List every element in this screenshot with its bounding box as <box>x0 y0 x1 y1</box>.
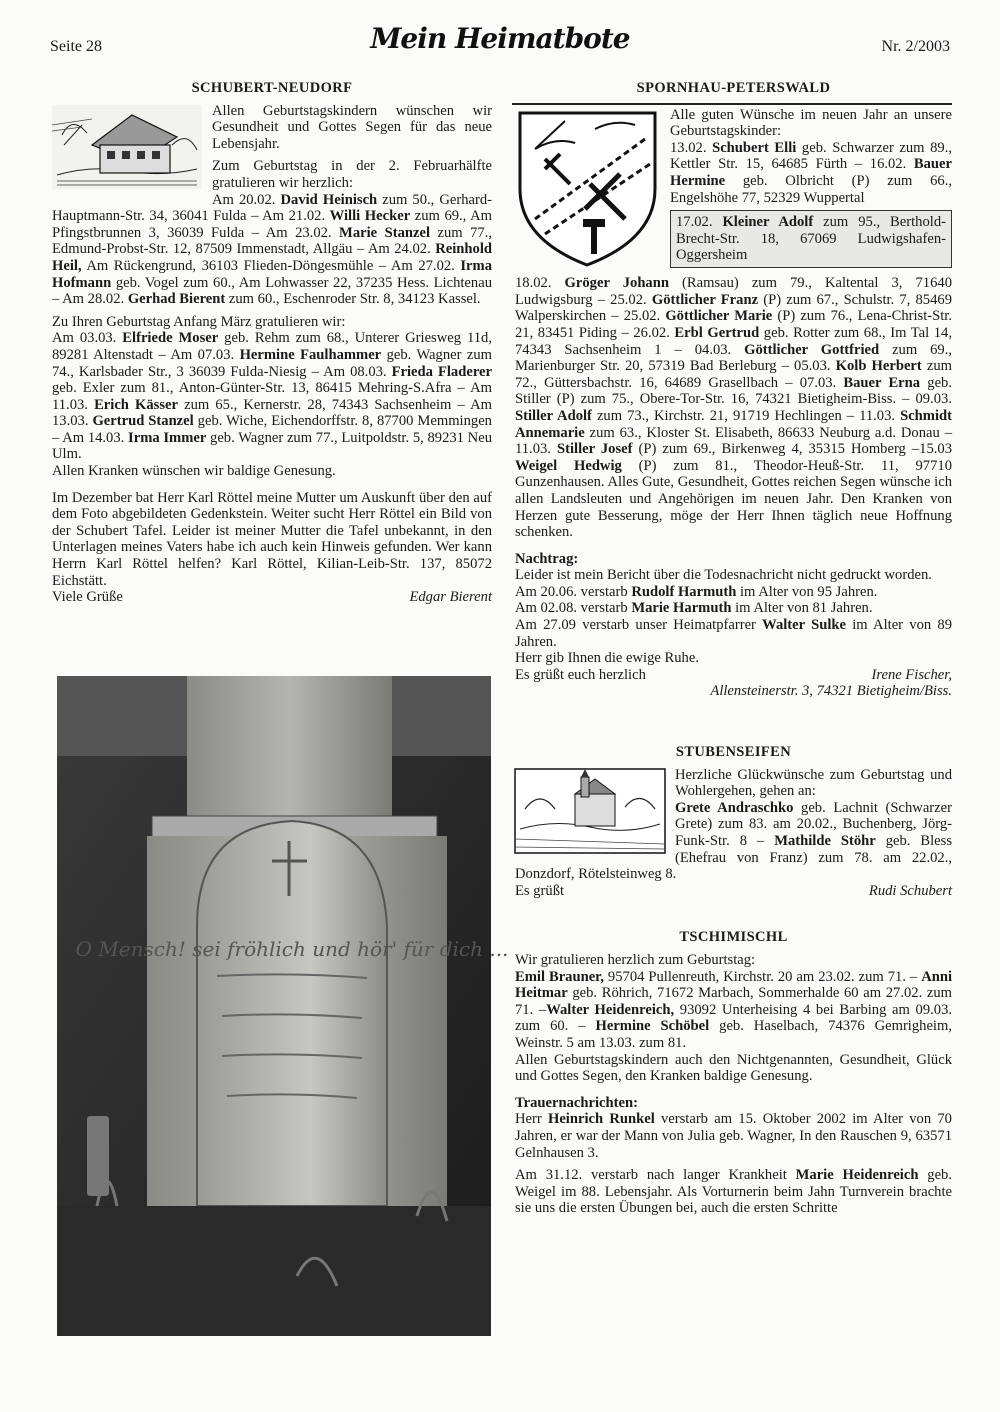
text-run: geb. Lachnit (Schwarzer Grete) zum 83. am 20.02., Buchenberg, Jörg-Funk-Str. 8 – <box>675 799 952 849</box>
person-name: Kolb Herbert <box>835 358 922 375</box>
text-run: (P) zum 69., Birkenweg 4, 35315 Homberg –15.03 <box>632 441 953 458</box>
para-sick-wishes: Allen Kranken wünschen wir baldige Genesung. <box>52 463 336 480</box>
person-name: Erich Kässer <box>94 396 178 413</box>
person-name: Marie Harmuth <box>631 600 732 617</box>
person-name: Gertrud Stanzel <box>92 413 194 430</box>
para-tschimischl-2: Allen Geburtstagskindern auch den Nichtgenannten, Gesundheit, Glück und Gottes Segen, den Kranken baldige Genesung. <box>515 1051 952 1085</box>
person-name: Erbl Gertrud <box>674 324 760 341</box>
text-run: (P) zum 81., Theodor-Heuß-Str. 11, 97710 Gunzenhausen. Alles Gute, Gesundheit, Gottes reichen Segen wünsche ich allen Landsleuten und Angehörigen im neuen Jahr. Den Kranken von Herzen gute Besserung, möge der Herr Ihnen täglich neue Hoffnung schenken. <box>515 457 952 541</box>
page-number: Seite 28 <box>50 38 102 55</box>
person-name: Stiller Josef <box>556 441 633 458</box>
highlighted-birthday-box <box>670 210 952 268</box>
section-title-stubenseifen: STUBENSEIFEN <box>675 744 792 761</box>
person-name: Gerhad Bierent <box>127 291 226 308</box>
masthead-text: Mein Heimatbote <box>370 22 630 55</box>
person-name: Irma Immer <box>128 429 207 446</box>
text-run: 95704 Pullenreuth, Kirchstr. 20 am 23.02. zum 71. – <box>603 968 922 985</box>
person-name: Bauer Hermine <box>670 156 952 189</box>
author-name: Irene Fischer, <box>871 666 952 683</box>
author-name: Rudi Schubert <box>868 882 952 899</box>
person-name: Anni Heitmar <box>515 968 953 1002</box>
closing-text: Es grüßt euch herzlich <box>515 666 646 683</box>
text-run: zum 60., Eschenroder Str. 8, 34123 Kassel. <box>225 291 481 308</box>
text-run: zum 77., Edmund-Probst-Str. 12, 87509 Immenstadt, Allgäu – Am 24.02. <box>52 224 492 258</box>
person-name: Mathilde Stöhr <box>774 833 876 849</box>
text-run: zum 65., Kernerstr. 28, 74343 Sachsenheim – Am 13.03. <box>52 396 492 430</box>
para-spornhau-2 <box>515 275 952 541</box>
text-run: Am 20.02. <box>212 191 281 208</box>
author-address: Allensteinerstr. 3, 74321 Bietigheim/Biss. <box>710 683 952 700</box>
text-run: geb. Wagner zum 77., Luitpoldstr. 5, 89231 Neu Ulm. <box>52 429 492 463</box>
person-name: Rudolf Harmuth <box>631 583 737 600</box>
section-title-spornhau: SPORNHAU-PETERSWALD <box>636 80 831 96</box>
para-march-intro: Zu Ihren Geburtstag Anfang März gratulieren wir: <box>52 313 346 330</box>
text-run: zum 73., Kirchstr. 21, 91719 Hechlingen – 11.03. <box>591 407 901 424</box>
person-name: Schubert Elli <box>712 139 797 156</box>
nachtrag-5: Herr gib Ihnen die ewige Ruhe. <box>515 650 699 667</box>
text-run: Am Rückengrund, 36103 Flieden-Döngesmühle – Am 27.02. <box>81 257 461 274</box>
person-name: Walter Heidenreich, <box>546 1001 675 1018</box>
text-run: Am 31.12. verstarb nach langer Krankheit <box>515 1167 796 1184</box>
person-name: Stiller Adolf <box>515 407 592 424</box>
section-schubert-neudorf <box>52 80 492 606</box>
text-run: 18.02. <box>515 275 565 292</box>
text-run: verstarb am 15. Oktober 2002 im Alter von 70 Jahren, er war der Mann von Julia geb. Wagner, In den Rauschen 9, 63571 Gelnhausen 3. <box>515 1111 952 1161</box>
person-name: Göttlicher Gottfried <box>744 341 880 358</box>
text-run: Herr <box>515 1111 548 1128</box>
nachtrag-3 <box>515 600 952 617</box>
person-name: Reinhold Heil, <box>52 241 492 274</box>
person-name: Hermine Faulhammer <box>239 346 382 363</box>
person-name: Heinrich Runkel <box>547 1111 655 1128</box>
signature-row <box>52 589 492 606</box>
issue-number: Nr. 2/2003 <box>881 38 950 55</box>
person-name: Kleiner Adolf <box>722 214 814 231</box>
para-tschimischl-1 <box>515 969 952 1052</box>
text-run: zum 50., Gerhard-Hauptmann-Str. 34, 36041 Fulda – Am 21.02. <box>52 191 493 225</box>
person-name: Walter Sulke <box>762 617 846 634</box>
nachtrag-4 <box>515 617 952 650</box>
person-name: Göttlicher Franz <box>651 291 759 308</box>
text-run: geb. Stiller (P) zum 75., Obere-Tor-Str. 16, 74321 Bietigheim-Biss. – 09.03. <box>515 374 952 408</box>
text-run: Am 03.03. <box>52 330 123 347</box>
closing-text: Es grüßt <box>515 882 565 899</box>
text-run: geb. Vogel zum 60., Am Lohwasser 22, 37235 Hess. Lichtenau – Am 28.02. <box>52 274 492 308</box>
text-run: geb. Rehm zum 68., Unterer Griesweg 11d, 89281 Altenstadt – Am 07.03. <box>52 330 493 363</box>
text-run: geb. Olbricht (P) zum 66., Engelshöhe 77, 52329 Wuppertal <box>670 172 952 206</box>
signature-row-spornhau <box>515 667 952 684</box>
text-run: zum 95., Berthold-Brecht-Str. 18, 67069 Ludwigshafen-Oggersheim <box>676 214 946 264</box>
nachtrag-2 <box>515 584 952 601</box>
text-run: 93092 Unterheising 4 bei Barbing am 09.03. zum 60. – <box>515 1001 953 1035</box>
text-run: im Alter von 81 Jahren. <box>731 600 873 617</box>
para-february: Zum Geburtstag in der 2. Februarhälfte gratulieren wir herzlich: <box>212 158 492 191</box>
text-run: Am 02.08. verstarb <box>515 600 632 617</box>
text-run: zum 69., Am Pfingstbrunnen 3, 36039 Fulda – Am 23.02. <box>52 208 492 241</box>
person-name: Elfriede Moser <box>122 330 219 347</box>
text-run: zum 72., Güttersbachstr. 16, 64689 Grasellbach – 07.03. <box>515 358 952 391</box>
village-house-illustration <box>52 105 202 194</box>
nachtrag-heading: Nachtrag: <box>515 550 579 567</box>
person-name: Schmidt Annemarie <box>515 407 952 441</box>
coat-of-arms-illustration <box>515 109 660 274</box>
author-name: Edgar Bierent <box>409 589 492 606</box>
trauer-1 <box>515 1111 952 1161</box>
village-church-illustration <box>515 769 665 858</box>
text-run: 17.02. <box>676 214 723 231</box>
signature-row-stubenseifen <box>515 883 952 900</box>
person-name: Willi Hecker <box>329 208 411 225</box>
text-run: (P) zum 76., Lena-Christ-Str. 21, 83451 Piding – 26.02. <box>515 308 953 341</box>
text-run: geb. Bless (Ehefrau von Franz) zum 78. am 22.02., Donzdorf, Rötelsteinweg 8. <box>515 833 953 883</box>
text-run: im Alter von 95 Jahren. <box>736 583 878 600</box>
text-run: zum 69., Marienburger Str. 20, 57319 Bad Berleburg – 05.03. <box>515 341 952 375</box>
para-stubenseifen-intro: Herzliche Glückwünsche zum Geburtstag und Wohlergehen, gehen an: <box>675 766 952 800</box>
section-title: SCHUBERT-NEUDORF <box>191 80 353 96</box>
masthead-logo <box>370 18 630 66</box>
text-run: geb. Schwarzer zum 89., Kettler Str. 15, 64685 Fürth – 16.02. <box>670 139 952 173</box>
text-run: geb. Röhrich, 71672 Marbach, Sommerhalde 60 am 27.02. zum 71. – <box>515 985 952 1018</box>
para-birthdays-mar <box>52 330 492 463</box>
text-run: zum 63., Kloster St. Elisabeth, 86633 Neuburg a.d. Donau –11.03. <box>515 424 952 458</box>
masthead-logo-graphic <box>370 18 630 58</box>
text-run: geb. Haselbach, 74376 Gemrigheim, Weinstr. 5 am 13.03. zum 81. <box>515 1018 952 1051</box>
para-tschimischl-intro: Wir gratulieren herzlich zum Geburtstag: <box>515 951 756 968</box>
section-title-tschimischl: TSCHIMISCHL <box>679 929 788 946</box>
para-inquiry: Im Dezember bat Herr Karl Röttel meine Mutter um Auskunft über den auf dem Foto abgebildeten Gedenkstein. Weiter sucht Herr Röttel ein Bild von der Schubert Tafel. Leider ist meiner Mutter die Tafel unbekannt, in den Unterlagen meines Vaters habe ich auch kein Hinweis gefunden. Wer kann Herrn Karl Röttel helfen? Karl Röttel, Kilian-Leib-Str. 137, 85072 Eichstätt. <box>52 489 492 589</box>
section-right-column <box>515 80 952 1217</box>
text-run: geb. Exler zum 81., Anton-Günter-Str. 13, 86415 Mehring-S.Afra – Am 11.03. <box>52 380 492 413</box>
person-name: Weigel Hedwig <box>515 457 622 474</box>
para-spornhau-intro: Alle guten Wünsche im neuen Jahr an unsere Geburtstagskinder: <box>670 106 952 140</box>
text-run: geb. Wiche, Eichendorffstr. 8, 87700 Memmingen – Am 14.03. <box>52 413 492 446</box>
inscription-text: O Mensch! sei fröhlich und hör' für dich ... <box>75 937 509 961</box>
closing-text: Viele Grüße <box>52 589 123 606</box>
trauer-2 <box>515 1167 952 1217</box>
nachtrag-1: Leider ist mein Bericht über die Todesnachricht nicht gedruckt worden. <box>515 567 932 584</box>
person-name: Frieda Fladerer <box>391 363 492 380</box>
text-run: Am 27.09 verstarb unser Heimatpfarrer <box>515 617 763 634</box>
person-name: Bauer Erna <box>843 374 921 391</box>
trauer-heading: Trauernachrichten: <box>515 1094 638 1111</box>
person-name: Hermine Schöbel <box>595 1018 710 1035</box>
text-run: 13.02. <box>670 139 713 156</box>
text-run: geb. Rotter zum 68., Im Tal 14, 74343 Sachsenheim 1 – 04.03. <box>515 324 952 358</box>
text-run: im Alter von 89 Jahren. <box>515 617 952 650</box>
person-name: Irma Hofmann <box>52 257 492 291</box>
person-name: David Heinisch <box>280 191 378 208</box>
person-name: Marie Stanzel <box>339 224 431 241</box>
text-run: (Ramsau) zum 79., Kaltental 3, 71640 Ludwigsburg – 25.02. <box>515 275 952 308</box>
person-name: Marie Heidenreich <box>795 1167 919 1184</box>
para-birthdays-feb <box>52 192 492 308</box>
para-intro: Allen Geburtstagskindern wünschen wir Gesundheit und Gottes Segen für das neue Lebensjahr. <box>212 102 492 152</box>
text-run: geb. Wagner zum 74., Karlsbader Str., 3 36039 Fulda-Niesig – Am 08.03. <box>52 346 492 380</box>
text-run: geb. Weigel im 88. Lebensjahr. Als Vorturnerin beim Jahn Turnverein brachte sie uns die ersten Übungen bei, auch die ersten Schritte <box>515 1167 952 1217</box>
person-name: Göttlicher Marie <box>665 308 773 325</box>
person-name: Emil Brauner, <box>515 968 604 985</box>
person-name: Gröger Johann <box>564 275 669 292</box>
text-run: (P) zum 67., Schulstr. 7, 85469 Walperskirchen – 25.02. <box>515 291 952 325</box>
text-run: Am 20.06. verstarb <box>515 583 632 600</box>
person-name: Grete Andraschko <box>675 799 794 816</box>
memorial-stone-photo <box>57 676 509 1336</box>
